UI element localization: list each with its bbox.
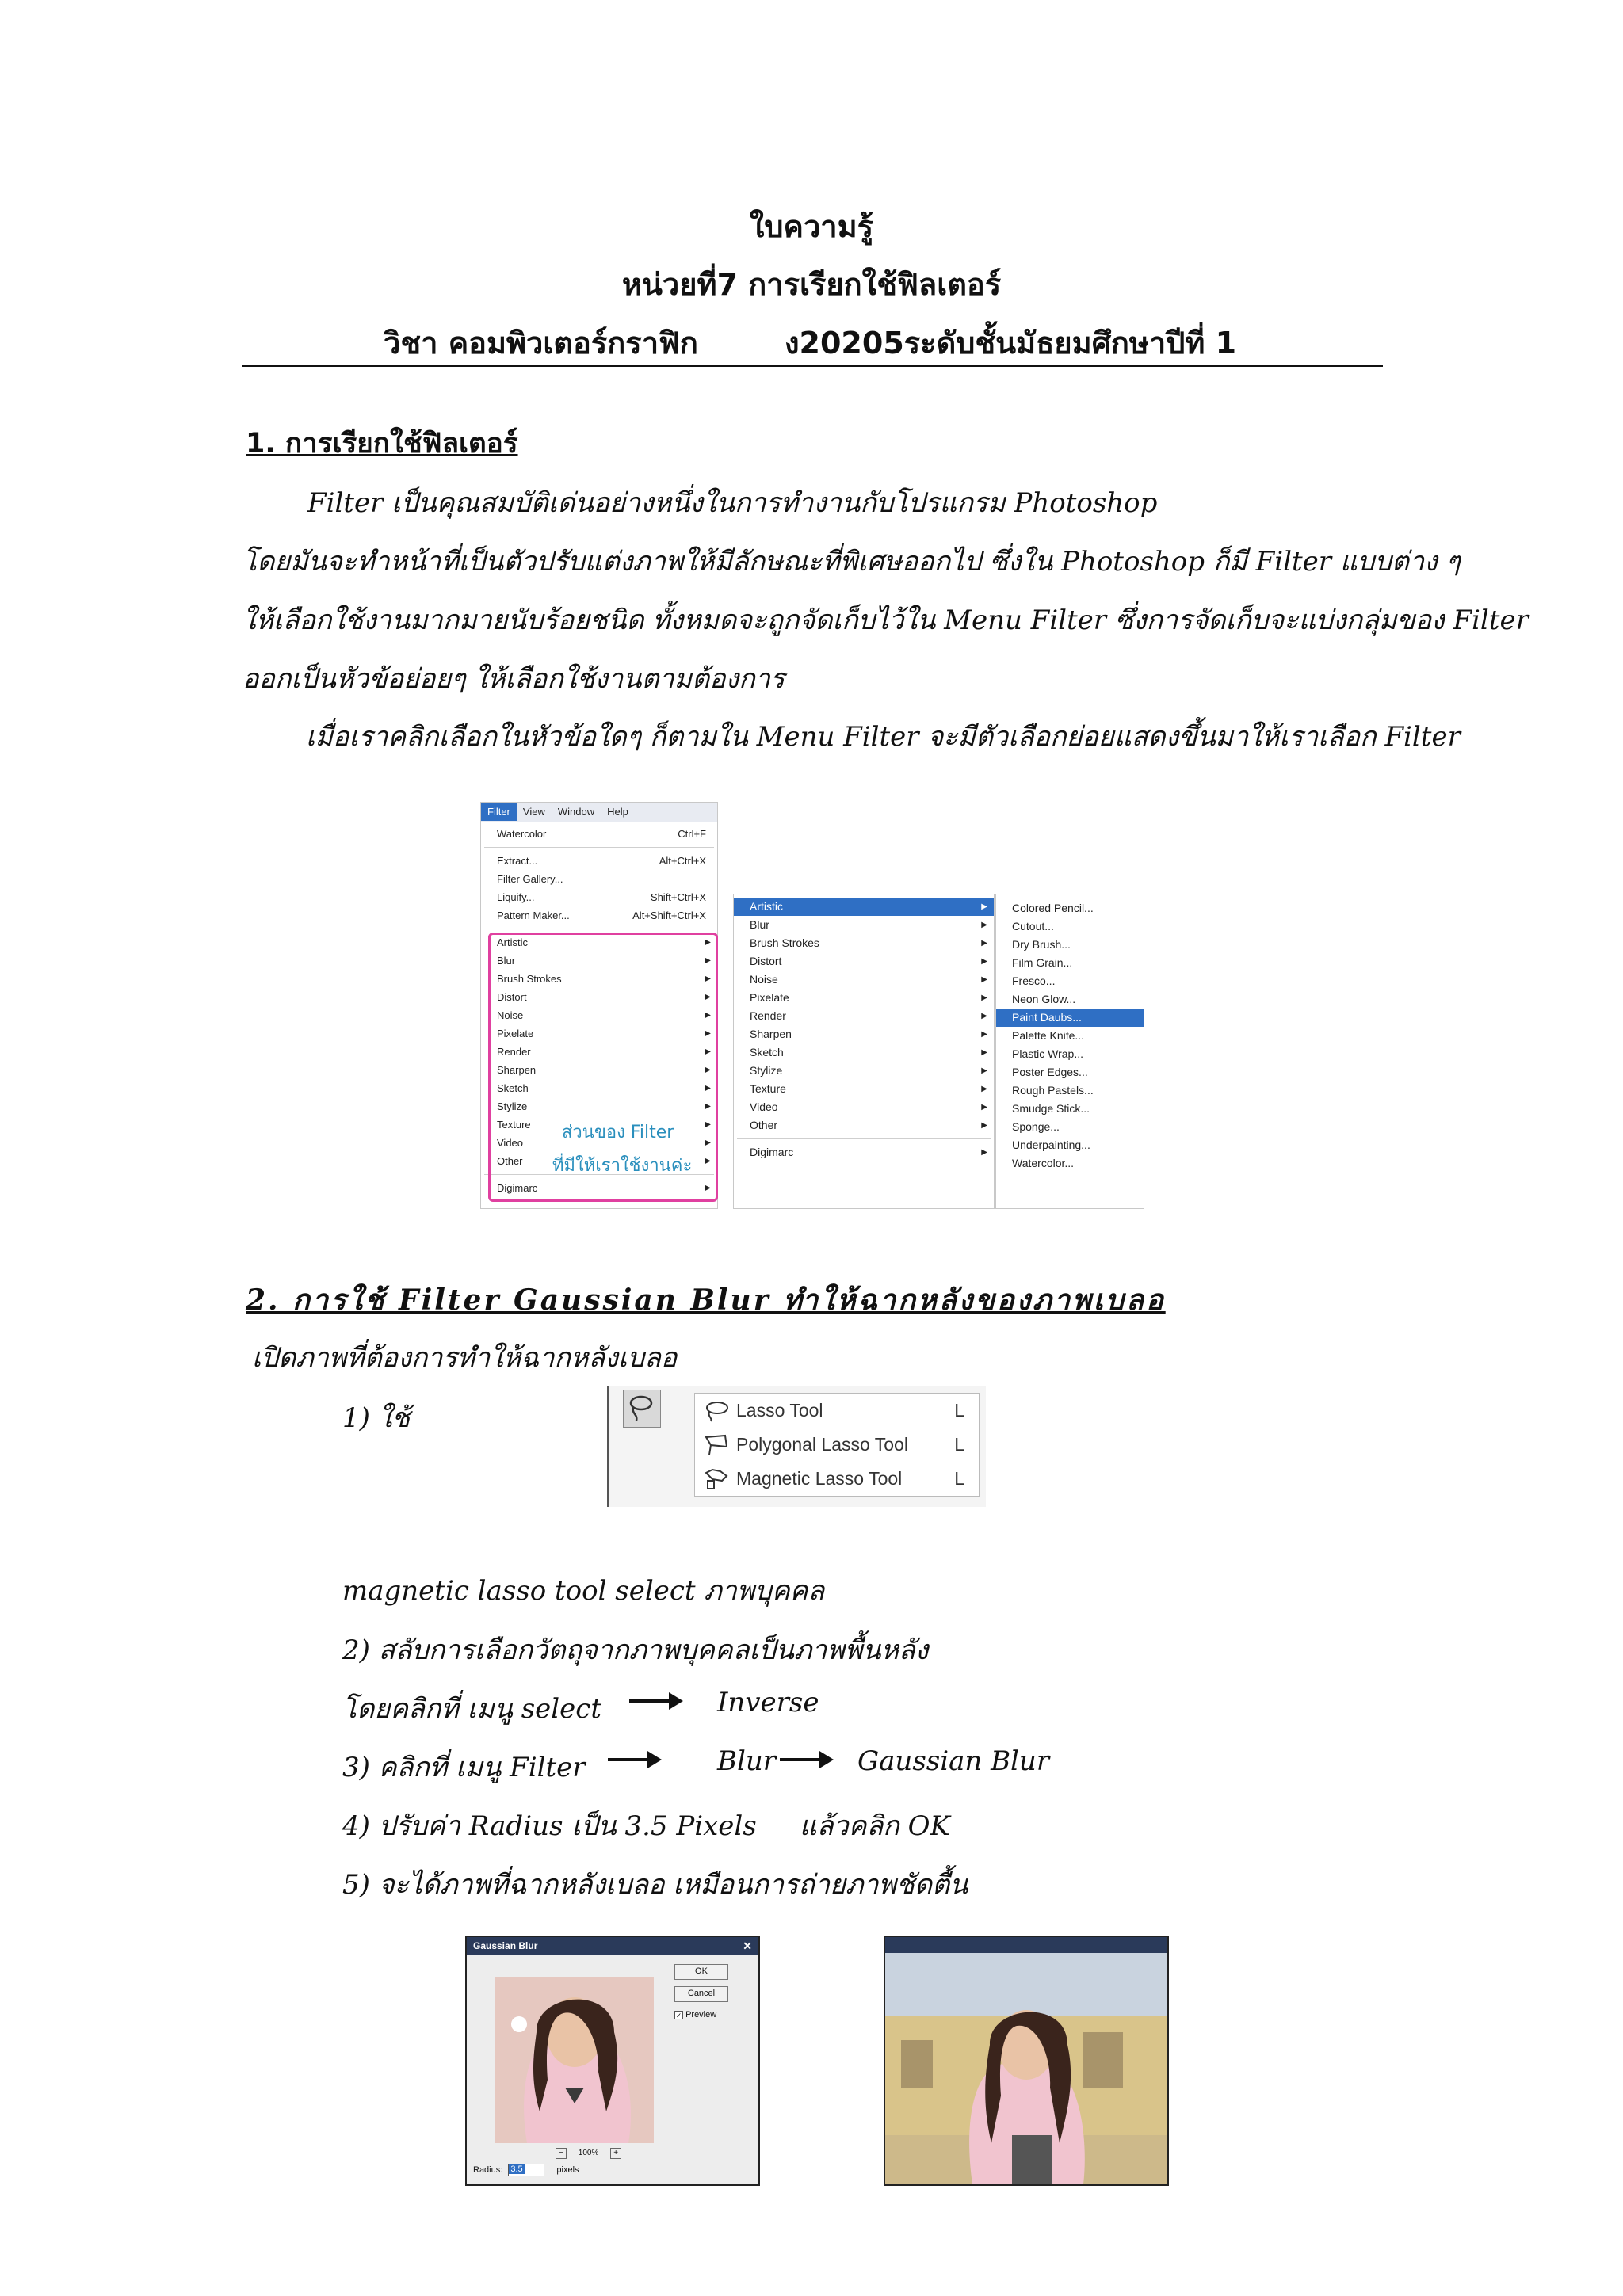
result-image-window [884,1936,1169,2186]
menu-item-label: Stylize [497,1100,528,1112]
dialog-title: Gaussian Blur [473,1940,538,1951]
menu-item-label: Artistic [750,900,783,913]
menubar-window[interactable]: Window [557,806,595,818]
menubar-help[interactable]: Help [607,806,628,818]
menubar [481,803,717,822]
menu-item-label: Watercolor... [1012,1157,1075,1169]
submenu-group-item[interactable] [734,1116,994,1135]
lasso-item-key: L [954,1468,964,1489]
document-title: ใบความรู้ [749,209,874,244]
submenu-arrow-icon: ▶ [705,956,711,965]
menu-item-extract[interactable] [481,852,717,870]
menu-item-label: Noise [750,973,778,986]
menu-item-label: Other [750,1119,778,1131]
menu-item-label: Digimarc [497,1182,538,1194]
submenu-list [734,898,994,1161]
preview-option [674,2010,716,2019]
lasso-tool-item[interactable] [695,1394,979,1428]
lasso-flyout-menu [694,1393,980,1497]
submenu-arrow-icon: ▶ [981,957,987,966]
menu-item-label: Rough Pastels... [1012,1084,1094,1097]
menu-item-label: Distort [497,991,527,1003]
menu-item-shortcut: Shift+Ctrl+X [650,891,706,903]
step3-gaussian: Gaussian Blur [857,1745,1050,1777]
menu-item-label: Sharpen [497,1064,537,1076]
menu-item-label: Other [497,1155,523,1167]
dialog-title-bar [467,1937,758,1955]
section1-line: เมื่อเราคลิกเลือกในหัวข้อใดๆ ก็ตามใน Menu Filter จะมีตัวเลือกย่อยแสดงขึ้นมาให้เราเลือก Filter [306,721,1461,753]
submenu-arrow-icon: ▶ [705,1157,711,1165]
submenu-arrow-icon: ▶ [981,1048,987,1057]
menu-item-label: Filter Gallery... [497,873,563,885]
step5-text: 5) จะได้ภาพที่ฉากหลังเบลอ เหมือนการถ่ายภาพชัดตื้น [342,1869,968,1901]
lasso-tool-button[interactable] [623,1390,661,1428]
artistic-filter-item[interactable] [996,1100,1144,1118]
submenu-group-item[interactable] [734,989,994,1007]
submenu-arrow-icon: ▶ [981,1085,987,1093]
menu-item-label: Brush Strokes [750,936,819,949]
radius-row [473,2164,579,2176]
lasso-icon [624,1390,660,1427]
section1-line: ออกเป็นหัวข้อย่อยๆ ให้เลือกใช้งานตามต้องการ [242,663,785,695]
blurred-background-photo [885,1953,1167,2184]
polygonal-lasso-tool-item[interactable] [695,1428,979,1462]
subject-label: วิชา คอมพิวเตอร์กราฟิก [384,326,698,360]
arrow-right-icon [628,1689,685,1716]
artistic-filter-item[interactable] [996,954,1144,972]
submenu-group-item[interactable] [734,1080,994,1098]
menu-item-label: Digimarc [750,1146,794,1158]
section2-intro: เปิดภาพที่ต้องการทำให้ฉากหลังเบลอ [252,1342,678,1374]
menu-item-label: Render [750,1009,786,1022]
menu-item-label: Palette Knife... [1012,1029,1085,1042]
menu-item-label: Blur [750,918,769,931]
submenu-group-item[interactable] [734,934,994,952]
submenu-arrow-icon: ▶ [705,1011,711,1020]
arrow-right-icon [606,1748,663,1775]
lasso-tool-screenshot [607,1386,986,1507]
artistic-filter-item[interactable] [996,1045,1144,1063]
menu-item-label: Sketch [750,1046,784,1058]
step4-text: 4) ปรับค่า Radius เป็น 3.5 Pixels แล้วคลิก OK [342,1810,950,1842]
artistic-filter-item[interactable] [996,1118,1144,1136]
submenu-arrow-icon: ▶ [981,1121,987,1130]
step2-text: 2) สลับการเลือกวัตถุจากภาพบุคคลเป็นภาพพื้นหลัง [342,1634,929,1666]
menu-item-label: Blur [497,955,516,967]
radius-unit: pixels [556,2164,579,2175]
section1-line: ให้เลือกใช้งานมากมายนับร้อยชนิด ทั้งหมดจะถูกจัดเก็บไว้ใน Menu Filter ซึ่งการจัดเก็บจะแบ่งกลุ่มของ Filter [242,605,1529,636]
menu-item-label: Brush Strokes [497,973,562,985]
menu-item-label: Cutout... [1012,920,1054,933]
zoom-controls [556,2148,621,2159]
menu-divider [484,847,714,848]
menu-item-label: Poster Edges... [1012,1066,1088,1078]
menu-item-label: Texture [750,1082,786,1095]
submenu-group-item[interactable] [734,916,994,934]
close-icon[interactable]: ✕ [743,1939,752,1952]
menu-item-label: Texture [497,1119,531,1131]
menu-item-shortcut: Ctrl+F [678,828,706,840]
preview-image [495,1977,654,2143]
submenu-arrow-icon: ▶ [705,993,711,1001]
artistic-filter-item[interactable] [996,936,1144,954]
section1-line: Filter เป็นคุณสมบัติเด่นอย่างหนึ่งในการทำงานกับโปรแกรม Photoshop [307,487,1158,519]
step1-text: 1) ใช้ [342,1402,411,1434]
step2-inverse: Inverse [717,1687,819,1718]
submenu-arrow-icon: ▶ [981,939,987,948]
submenu-group-item[interactable] [734,898,994,916]
menu-item-label: Colored Pencil... [1012,902,1094,914]
menu-item-label: Stylize [750,1064,783,1077]
menu-item-label: Noise [497,1009,524,1021]
artistic-filter-item[interactable] [996,1136,1144,1154]
submenu-arrow-icon: ▶ [981,1012,987,1020]
menubar-view[interactable]: View [522,806,545,818]
zoom-out-button[interactable]: − [556,2148,567,2159]
submenu-arrow-icon: ▶ [705,1138,711,1147]
artistic-filter-item[interactable] [996,899,1144,917]
magnetic-lasso-icon [703,1468,730,1490]
menu-item-label: Extract... [497,855,538,867]
artistic-filter-item[interactable] [996,990,1144,1009]
submenu-arrow-icon: ▶ [981,1148,987,1157]
preview-checkbox[interactable]: ✓ [675,2011,682,2019]
filter-menu-screenshot [480,802,718,1209]
menu-item-label: Sharpen [750,1028,792,1040]
menu-item-shortcut: Alt+Ctrl+X [659,855,706,867]
submenu-arrow-icon: ▶ [705,1066,711,1074]
menu-item-filter-gallery[interactable] [481,870,717,888]
radius-label: Radius: [473,2164,503,2175]
submenu-arrow-icon: ▶ [981,975,987,984]
submenu-arrow-icon: ▶ [705,1047,711,1056]
artistic-filter-list [996,899,1144,1173]
submenu-arrow-icon: ▶ [981,1103,987,1112]
artistic-filter-item[interactable] [996,1154,1144,1173]
artistic-submenu [995,894,1144,1209]
submenu-item-digimarc[interactable] [734,1143,994,1161]
section2-heading: 2. การใช้ Filter Gaussian Blur ทำให้ฉากหลังของภาพเบลอ [246,1283,1166,1317]
filter-submenu [733,894,995,1209]
menu-item-label: Pattern Maker... [497,910,570,921]
artistic-filter-item[interactable] [996,972,1144,990]
submenu-arrow-icon: ▶ [705,1102,711,1111]
menu-item-last-filter[interactable] [481,825,717,843]
zoom-in-button[interactable]: + [610,2148,621,2159]
submenu-group-item[interactable] [734,1007,994,1025]
course-label: ง20205ระดับชั้นมัธยมศึกษาปีที่ 1 [785,326,1237,360]
subject-line [0,318,1623,358]
step1-detail: magnetic lasso tool select ภาพบุคคล [342,1575,825,1607]
step2-detail: โดยคลิกที่ เมนู select [342,1693,602,1725]
window-title-bar [885,1937,1167,1953]
section1-heading: 1. การเรียกใช้ฟิลเตอร์ [246,428,518,460]
submenu-group-item[interactable] [734,971,994,989]
submenu-arrow-icon: ▶ [705,938,711,947]
step3-text: 3) คลิกที่ เมนู Filter [342,1752,586,1783]
menu-divider [737,1138,991,1139]
magnetic-lasso-tool-item[interactable] [695,1462,979,1496]
radius-input[interactable] [508,2164,544,2176]
unit-title: หน่วยที่7 การเรียกใช้ฟิลเตอร์ [621,267,1002,302]
annotation-line1: ส่วนของ Filter [562,1123,674,1142]
cancel-button[interactable]: Cancel [674,1986,728,2002]
artistic-filter-item[interactable] [996,1081,1144,1100]
portrait-photo [495,1977,654,2143]
submenu-arrow-icon: ▶ [705,1184,711,1192]
menu-item-label: Video [497,1137,524,1149]
menu-item-label: Watercolor [497,828,547,840]
menu-item-label: Dry Brush... [1012,938,1071,951]
submenu-group-list [734,898,994,1135]
menu-item-label: Render [497,1046,531,1058]
menu-item-liquify[interactable] [481,888,717,906]
menu-item-label: Fresco... [1012,974,1056,987]
toolbar-edge [607,1386,609,1507]
menu-item-label: Liquify... [497,891,535,903]
submenu-arrow-icon: ▶ [981,1066,987,1075]
submenu-arrow-icon: ▶ [981,1030,987,1039]
section1-line: โดยมันจะทำหน้าที่เป็นตัวปรับแต่งภาพให้มีลักษณะที่พิเศษออกไป ซึ่งใน Photoshop ก็มี Filter แบบต่าง ๆ [242,546,1461,578]
submenu-arrow-icon: ▶ [981,994,987,1002]
preview-label: Preview [685,2010,717,2019]
menu-item-label: Distort [750,955,782,967]
submenu-arrow-icon: ▶ [705,1120,711,1129]
header-rule [242,365,1383,367]
menu-item-label: Plastic Wrap... [1012,1047,1083,1060]
menu-item-label: Video [750,1100,778,1113]
menu-item-label: Artistic [497,936,528,948]
submenu-group-item[interactable] [734,952,994,971]
polygonal-lasso-icon [703,1434,730,1456]
submenu-arrow-icon: ▶ [705,1084,711,1093]
artistic-filter-item[interactable] [996,1009,1144,1027]
ok-button[interactable]: OK [674,1964,728,1980]
artistic-filter-item[interactable] [996,1063,1144,1081]
submenu-group-item[interactable] [734,1062,994,1080]
lasso-item-label: Polygonal Lasso Tool [736,1434,908,1455]
artistic-filter-item[interactable] [996,917,1144,936]
menu-item-label: Pixelate [750,991,789,1004]
menu-item-label: Underpainting... [1012,1138,1090,1151]
submenu-arrow-icon: ▶ [705,974,711,983]
zoom-level: 100% [578,2149,599,2157]
lasso-icon [703,1400,730,1422]
menu-item-pattern-maker[interactable] [481,906,717,925]
menu-item-label: Sketch [497,1082,529,1094]
menubar-filter[interactable]: Filter [481,803,517,821]
lasso-item-key: L [954,1400,964,1421]
submenu-arrow-icon: ▶ [705,1029,711,1038]
submenu-arrow-icon: ▶ [981,921,987,929]
lasso-item-key: L [954,1434,964,1455]
lasso-item-label: Magnetic Lasso Tool [736,1468,903,1489]
step3-blur: Blur [717,1745,777,1777]
submenu-arrow-icon: ▶ [981,902,987,911]
menu-item-label: Pixelate [497,1028,534,1039]
menu-item-label: Paint Daubs... [1012,1011,1082,1024]
menu-item-label: Sponge... [1012,1120,1060,1133]
menu-item-shortcut: Alt+Shift+Ctrl+X [632,910,706,921]
menu-item-label: Smudge Stick... [1012,1102,1090,1115]
lasso-item-label: Lasso Tool [736,1400,823,1421]
submenu-group-item[interactable] [734,1098,994,1116]
gaussian-blur-dialog [465,1936,760,2186]
artistic-filter-item[interactable] [996,1027,1144,1045]
radius-value: 3.5 [510,2164,523,2174]
annotation-line2: ที่มีให้เราใช้งานค่ะ [552,1156,693,1176]
menu-item-label: Film Grain... [1012,956,1073,969]
submenu-group-item[interactable] [734,1025,994,1043]
menu-item-label: Neon Glow... [1012,993,1076,1005]
arrow-right-icon [778,1748,835,1775]
submenu-group-item[interactable] [734,1043,994,1062]
